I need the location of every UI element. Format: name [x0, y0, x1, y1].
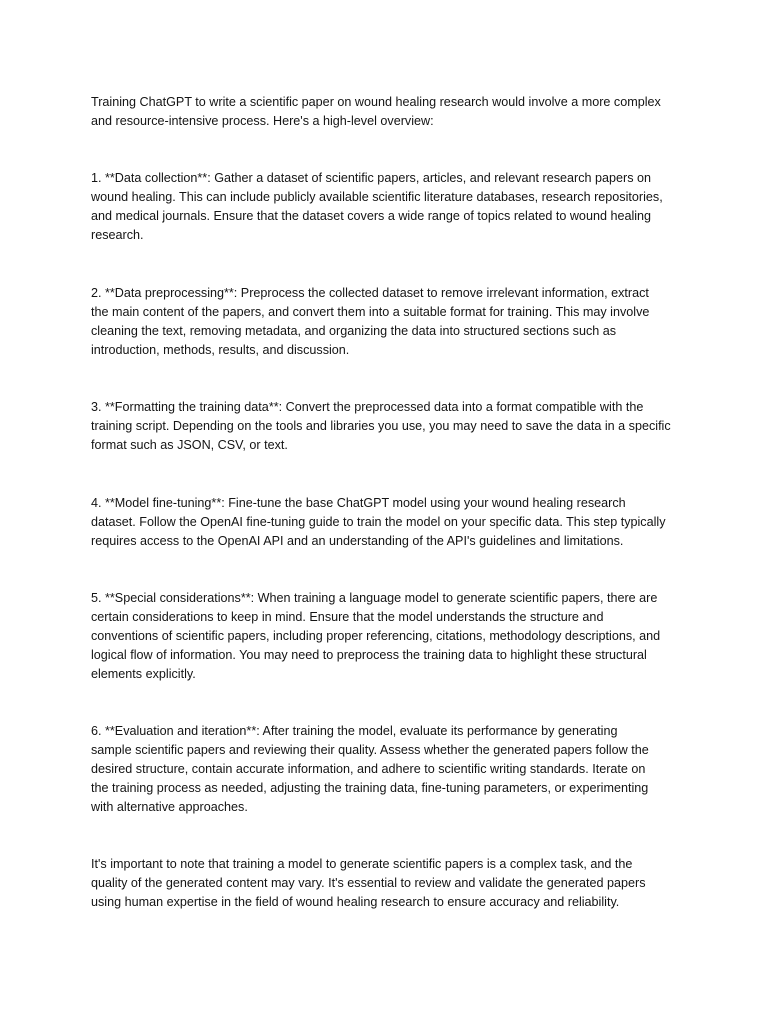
text-line: wound healing. This can include publicly available scientific literature databases, research repositories,	[91, 190, 663, 204]
text-line: dataset. Follow the OpenAI fine-tuning guide to train the model on your specific data. This step typically	[91, 515, 666, 529]
text-line: using human expertise in the field of wound healing research to ensure accuracy and reliability.	[91, 895, 620, 909]
text-line: conventions of scientific papers, including proper referencing, citations, methodology descriptions, and	[91, 629, 661, 643]
text-line: 1. **Data collection**: Gather a dataset of scientific papers, articles, and relevant research papers on	[91, 171, 652, 185]
step-3-paragraph	[91, 398, 681, 455]
text-line: requires access to the OpenAI API and an understanding of the API's guidelines and limitations.	[91, 534, 624, 548]
text-line: Training ChatGPT to write a scientific paper on wound healing research would involve a more complex	[91, 95, 661, 109]
step-4-paragraph	[91, 494, 681, 551]
step-2-paragraph	[91, 284, 681, 360]
text-line: 2. **Data preprocessing**: Preprocess the collected dataset to remove irrelevant information, extract	[91, 286, 649, 300]
text-line: It's important to note that training a model to generate scientific papers is a complex task, and the	[91, 857, 633, 871]
text-line: certain considerations to keep in mind. Ensure that the model understands the structure and	[91, 610, 604, 624]
text-line: and medical journals. Ensure that the dataset covers a wide range of topics related to wound healing	[91, 209, 652, 223]
text-line: elements explicitly.	[91, 667, 196, 681]
text-line: introduction, methods, results, and discussion.	[91, 343, 350, 357]
intro-paragraph	[91, 93, 681, 131]
step-1-paragraph	[91, 169, 681, 245]
text-line: 4. **Model fine-tuning**: Fine-tune the base ChatGPT model using your wound healing research	[91, 496, 626, 510]
text-line: 6. **Evaluation and iteration**: After training the model, evaluate its performance by generating	[91, 724, 618, 738]
text-line: and resource-intensive process. Here's a high-level overview:	[91, 114, 434, 128]
text-line: format such as JSON, CSV, or text.	[91, 438, 288, 452]
text-line: the main content of the papers, and convert them into a suitable format for training. This may involve	[91, 305, 650, 319]
text-line: desired structure, contain accurate information, and adhere to scientific writing standards. Iterate on	[91, 762, 646, 776]
step-6-paragraph	[91, 722, 681, 817]
text-line: the training process as needed, adjusting the training data, fine-tuning parameters, or experimenting	[91, 781, 649, 795]
text-line: 3. **Formatting the training data**: Convert the preprocessed data into a format compatible with the	[91, 400, 644, 414]
text-line: cleaning the text, removing metadata, and organizing the data into structured sections such as	[91, 324, 617, 338]
step-5-paragraph	[91, 589, 681, 684]
text-line: logical flow of information. You may need to preprocess the training data to highlight these structural	[91, 648, 647, 662]
text-line: sample scientific papers and reviewing their quality. Assess whether the generated papers follow the	[91, 743, 649, 757]
text-line: training script. Depending on the tools and libraries you use, you may need to save the data in a specific	[91, 419, 671, 433]
text-line: 5. **Special considerations**: When training a language model to generate scientific papers, there are	[91, 591, 658, 605]
text-line: with alternative approaches.	[91, 800, 248, 814]
closing-paragraph	[91, 855, 681, 912]
text-line: research.	[91, 228, 144, 242]
text-line: quality of the generated content may vary. It's essential to review and validate the generated papers	[91, 876, 646, 890]
